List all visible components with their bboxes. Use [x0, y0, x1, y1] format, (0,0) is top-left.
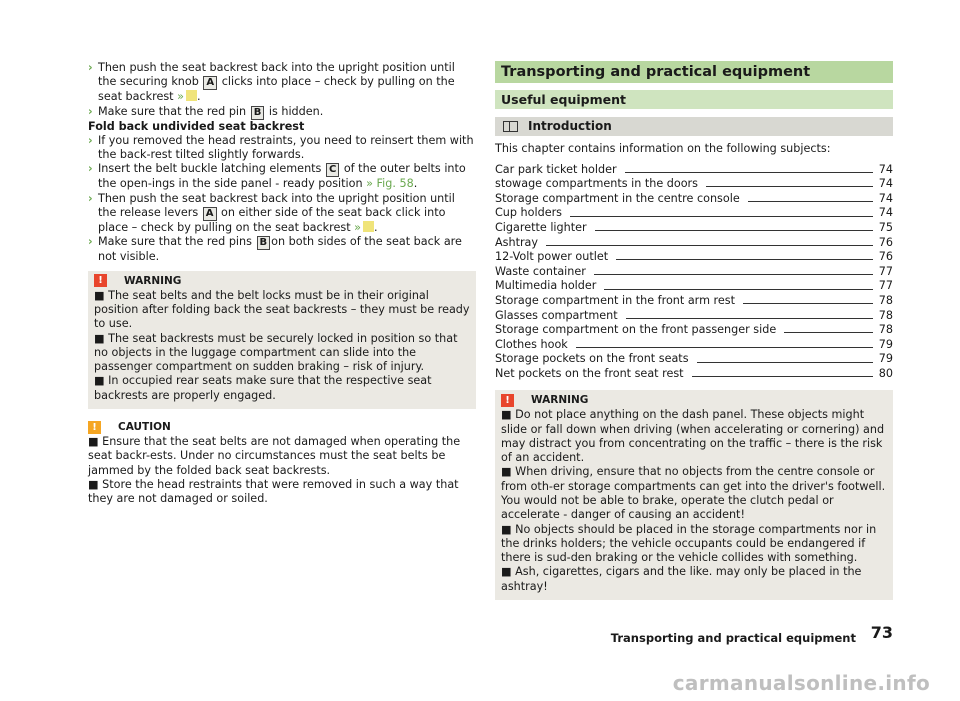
- toc-label: Cup holders: [495, 206, 563, 220]
- toc-entry[interactable]: [495, 177, 893, 192]
- step-arrow-icon: ›: [88, 61, 93, 74]
- toc-leader: [595, 230, 873, 231]
- toc-label: Clothes hook: [495, 337, 568, 351]
- toc-leader: [743, 303, 873, 304]
- toc-entry[interactable]: [495, 162, 893, 177]
- subsection-title-text: Introduction: [528, 119, 612, 133]
- toc-entry[interactable]: [495, 367, 893, 382]
- warning-box: [88, 271, 476, 409]
- step-text: Make sure that the red pin: [98, 104, 250, 118]
- toc-page: 76: [878, 250, 893, 264]
- warning-header: [501, 392, 887, 408]
- step-text: Insert the belt buckle latching elements: [98, 162, 325, 176]
- label-a: A: [203, 207, 217, 221]
- figure-reference-link[interactable]: » Fig. 58: [366, 177, 414, 191]
- warning-item: ■ The seat backrests must be securely locked in position so that no objects in the luggage compartment can slide into the passenger compartment on sudden braking – risk of injury.: [94, 331, 458, 374]
- step-6: [88, 235, 476, 264]
- toc-page: 77: [878, 279, 893, 293]
- step-arrow-icon: ›: [88, 104, 93, 118]
- warning-reference-link[interactable]: »: [177, 90, 197, 103]
- toc-entry[interactable]: [495, 206, 893, 221]
- watermark: carmanualsonline.info: [672, 671, 930, 695]
- toc-page: 79: [878, 352, 893, 366]
- toc-entry[interactable]: [495, 294, 893, 309]
- toc-entry[interactable]: [495, 352, 893, 367]
- toc-leader: [594, 274, 873, 275]
- toc-entry[interactable]: [495, 279, 893, 294]
- toc-label: Storage compartment on the front passenger side: [495, 323, 777, 337]
- caution-item: ■ Ensure that the seat belts are not damaged when operating the seat backr-ests. Under no circumstances must the seat belts be jammed by the folded back seat backrests.: [88, 435, 461, 477]
- toc-leader: [697, 362, 873, 363]
- toc-label: Car park ticket holder: [495, 162, 617, 176]
- step-text: clicks into place – check by pulling on the seat backrest: [98, 75, 455, 104]
- toc-entry[interactable]: [495, 323, 893, 338]
- toc-leader: [748, 201, 873, 202]
- toc-page: 78: [878, 293, 893, 307]
- label-b: B: [251, 106, 265, 120]
- step-1: › Then push the seat backrest back into the upright position until the securing knob A clicks into place – check by pulling on the seat backrest » .: [88, 61, 455, 104]
- warning-item: ■ Do not place anything on the dash panel. These objects might slide or fall down when driving (when accelerating or cornering) and may distract you from concentrating on the traffic – there is the risk of an accident.: [501, 408, 885, 465]
- warning-item: ■ In occupied rear seats make sure that the respective seat backrests are properly engaged.: [94, 374, 432, 402]
- toc-label: Net pockets on the front seat rest: [495, 366, 684, 380]
- step-3: [88, 134, 476, 163]
- step-text: on either side of the seat back click into place – check by pulling on the seat backrest: [98, 206, 446, 235]
- step-arrow-icon: ›: [88, 133, 93, 147]
- toc-entry[interactable]: [495, 337, 893, 352]
- toc-page: 74: [878, 177, 893, 191]
- label-a: A: [203, 76, 217, 90]
- toc-label: Glasses compartment: [495, 308, 618, 322]
- step-text: is hidden.: [265, 104, 324, 118]
- warning-reference-link[interactable]: »: [354, 221, 374, 234]
- table-of-contents: [495, 162, 893, 381]
- right-column: [495, 61, 893, 600]
- section-title: Useful equipment: [495, 90, 893, 109]
- left-column: [88, 61, 476, 507]
- warning-icon: !: [94, 274, 107, 287]
- step-4: [88, 162, 476, 191]
- caution-icon: !: [88, 421, 101, 434]
- subsection-title: [495, 117, 893, 136]
- warning-icon: !: [501, 394, 514, 407]
- step-arrow-icon: ›: [88, 162, 93, 176]
- toc-entry[interactable]: [495, 221, 893, 236]
- toc-leader: [546, 245, 873, 246]
- warning-header: [94, 273, 470, 289]
- toc-label: Waste container: [495, 264, 586, 278]
- toc-page: 75: [878, 220, 893, 234]
- step-text: Then push the seat backrest back into the upright position until the release levers: [98, 191, 455, 220]
- warning-title: WARNING: [531, 394, 589, 407]
- toc-leader: [626, 318, 873, 319]
- toc-leader: [616, 259, 873, 260]
- toc-label: Storage compartment in the centre console: [495, 191, 740, 205]
- toc-leader: [576, 347, 873, 348]
- toc-page: 76: [878, 235, 893, 249]
- toc-entry[interactable]: [495, 250, 893, 265]
- toc-page: 74: [878, 162, 893, 176]
- step-text: on both sides of the seat back are not visible.: [98, 235, 462, 264]
- footer-title: Transporting and practical equipment: [610, 631, 856, 645]
- step-5: › Then push the seat backrest back into the upright position until the release levers A on either side of the seat back click into place – check by pulling on the seat backrest » .: [88, 191, 455, 235]
- toc-leader: [570, 216, 873, 217]
- toc-label: Cigarette lighter: [495, 220, 587, 234]
- toc-entry[interactable]: [495, 264, 893, 279]
- caution-item: ■ Store the head restraints that were removed in such a way that they are not damaged or soiled.: [88, 477, 459, 506]
- toc-label: Storage pockets on the front seats: [495, 352, 689, 366]
- toc-label: Storage compartment in the front arm rest: [495, 293, 735, 307]
- caution-box: [88, 419, 476, 506]
- warning-icon: [186, 90, 197, 101]
- step-arrow-icon: ›: [88, 191, 93, 205]
- warning-title: WARNING: [124, 274, 182, 287]
- step-text: Then push the seat backrest back into the upright position until the securing knob: [98, 61, 455, 89]
- step-2: [88, 105, 476, 120]
- toc-page: 78: [878, 308, 893, 322]
- warning-item: ■ The seat belts and the belt locks must be in their original position after folding back the seat backrests – they must be ready to use.: [94, 288, 470, 331]
- toc-label: Ashtray: [495, 235, 539, 249]
- chapter-title: Transporting and practical equipment: [495, 61, 893, 83]
- page-number: 73: [870, 623, 893, 642]
- toc-page: 74: [878, 206, 893, 220]
- toc-label: Multimedia holder: [495, 279, 597, 293]
- subheading: Fold back undivided seat backrest: [88, 119, 305, 133]
- intro-text: This chapter contains information on the following subjects:: [495, 142, 831, 155]
- toc-entry[interactable]: [495, 191, 893, 206]
- toc-leader: [604, 289, 872, 290]
- warning-item: ■ When driving, ensure that no objects from the centre console or from oth-er storage compartments can get into the driver's footwell. You would not be able to brake, operate the clutch pedal or accelerate - danger of causing an accident!: [501, 465, 886, 522]
- step-text: of the outer belts into the open-ings in the side panel - ready position: [98, 162, 466, 191]
- caution-header: [88, 419, 476, 435]
- label-c: C: [326, 163, 339, 177]
- warning-icon: [363, 221, 374, 232]
- toc-page: 77: [878, 264, 893, 278]
- toc-page: 74: [878, 191, 893, 205]
- book-icon: [503, 121, 518, 132]
- toc-leader: [625, 172, 873, 173]
- caution-title: CAUTION: [118, 420, 171, 433]
- toc-entry[interactable]: [495, 308, 893, 323]
- toc-page: 79: [878, 337, 893, 351]
- toc-leader: [706, 186, 873, 187]
- label-b: B: [257, 236, 271, 250]
- page-footer: [605, 623, 893, 648]
- toc-entry[interactable]: [495, 235, 893, 250]
- toc-leader: [692, 376, 873, 377]
- step-text: .: [413, 177, 418, 191]
- toc-label: 12-Volt power outlet: [495, 250, 609, 264]
- toc-label: stowage compartments in the doors: [495, 177, 698, 191]
- warning-item: ■ No objects should be placed in the storage compartments nor in the drinks holders; the vehicle occupants could be endangered if there is sud-den braking or the vehicle collides with something.: [501, 522, 877, 565]
- step-arrow-icon: ›: [88, 235, 93, 249]
- toc-page: 80: [878, 366, 893, 380]
- warning-box: [495, 390, 893, 600]
- warning-item: ■ Ash, cigarettes, cigars and the like. may only be placed in the ashtray!: [501, 565, 862, 593]
- toc-page: 78: [878, 323, 893, 337]
- step-text: If you removed the head restraints, you need to reinsert them with the back-rest tilted slightly forwards.: [98, 133, 474, 162]
- toc-leader: [784, 332, 873, 333]
- step-text: Make sure that the red pins: [98, 235, 256, 249]
